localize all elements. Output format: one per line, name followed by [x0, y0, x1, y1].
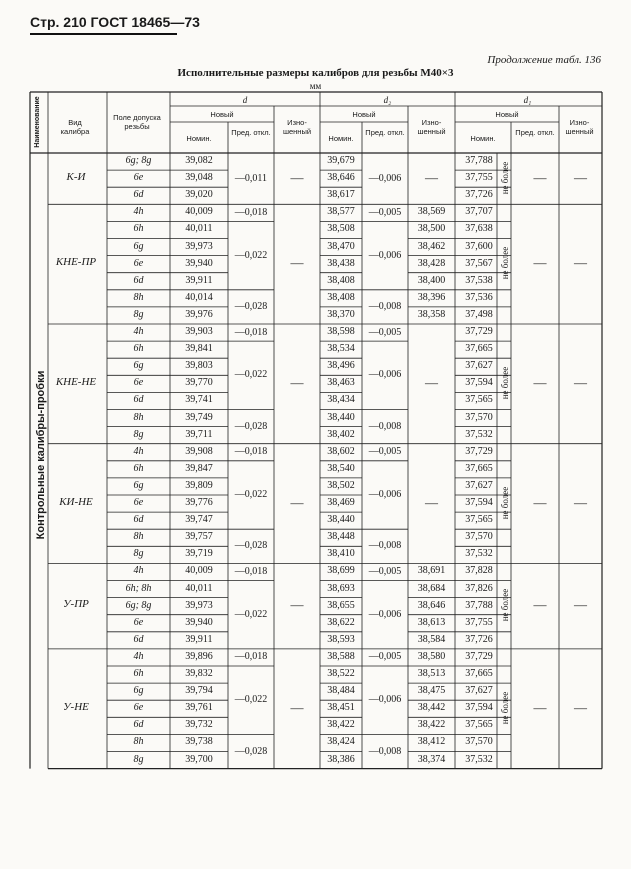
kind-column-header: Вид калибра	[60, 118, 90, 136]
d-nominal: 39,847	[185, 462, 213, 474]
d2-nominal: 38,522	[327, 668, 355, 679]
d-nominal: 39,940	[185, 616, 213, 628]
d2-nominal: 38,386	[327, 753, 355, 765]
d1-nominal: 37,707	[465, 206, 493, 218]
group-kind-label: КНЕ-ПР	[55, 256, 97, 269]
d2-nominal: 38,424	[327, 736, 355, 748]
d2-deviation: —0,005	[368, 206, 402, 218]
side-label: Контрольные калибры-пробки	[35, 370, 47, 540]
d-nominal: 39,749	[185, 411, 213, 423]
tolerance-field: 6d	[133, 719, 144, 731]
d2-deviation: —0,005	[368, 446, 402, 458]
tolerance-field: 4h	[133, 445, 144, 457]
d2-deviation: —0,006	[368, 172, 402, 184]
d1-nominal: 37,570	[465, 531, 493, 543]
d-deviation: —0,022	[234, 489, 268, 500]
d1-deviation-dash: —	[533, 699, 547, 715]
d1-deviation-dash: —	[533, 374, 547, 390]
tolerance-field: 4h	[133, 326, 144, 337]
d-nominal: 39,741	[185, 394, 213, 406]
d2-nominal: 38,469	[327, 497, 355, 508]
d1-new-header: Новый	[495, 110, 519, 119]
d-deviation: —0,011	[234, 172, 268, 184]
tolerance-field: 6g	[133, 479, 144, 491]
d2-nominal: 38,598	[327, 326, 355, 337]
d1-nominal: 37,565	[465, 514, 493, 526]
d2-nominal: 38,622	[327, 616, 355, 628]
tolerance-field: 6g	[133, 360, 144, 372]
d2-header: d₂	[383, 95, 392, 105]
d-nominal: 39,082	[185, 155, 213, 166]
tolerance-field: 8h	[133, 736, 144, 748]
d1-nominal: 37,532	[465, 428, 493, 440]
d-nominal-header: Номин.	[186, 134, 212, 143]
d-worn-dash: —	[290, 494, 304, 510]
d-new-header: Новый	[210, 110, 234, 119]
tolerance-column-header: Поле допуска резьбы	[113, 113, 161, 131]
d2-worn: 38,684	[417, 582, 446, 594]
d-worn-dash: —	[290, 169, 304, 185]
group-kind-label: У-НЕ	[63, 700, 89, 713]
d2-deviation: —0,006	[368, 694, 402, 706]
d2-worn: 38,422	[417, 719, 446, 731]
d1-nominal: 37,570	[465, 736, 493, 748]
unit-label: мм	[309, 81, 322, 91]
d-worn-header: Изно-шенный	[282, 118, 312, 136]
tolerance-field: 8h	[133, 531, 144, 543]
d-nominal: 39,732	[185, 719, 213, 731]
d-nominal: 39,896	[185, 650, 213, 662]
d1-nominal: 37,538	[465, 274, 493, 286]
d2-worn: 38,442	[417, 702, 446, 714]
tolerance-field: 8g	[133, 428, 144, 440]
d-worn-dash: —	[290, 597, 304, 613]
tolerance-field: 6d	[133, 189, 144, 201]
tolerance-field: 6e	[133, 377, 144, 389]
d-nominal: 40,014	[185, 291, 213, 303]
d2-nominal: 38,496	[327, 360, 355, 372]
d2-nominal: 38,502	[327, 479, 355, 491]
d2-deviation: —0,008	[368, 300, 402, 312]
d2-worn: 38,580	[417, 650, 446, 662]
tolerance-field: 6h	[133, 462, 144, 474]
group-kind-label: У-ПР	[63, 598, 89, 611]
d1-nominal: 37,729	[465, 650, 493, 662]
d2-worn-dash: —	[425, 169, 438, 185]
d2-nominal: 38,602	[327, 445, 355, 457]
d-nominal: 39,911	[185, 633, 213, 645]
tolerance-field: 6e	[133, 616, 144, 628]
not-more-label: не более	[500, 366, 510, 400]
d2-worn: 38,613	[417, 616, 446, 628]
d-header: d	[242, 95, 248, 105]
d1-nominal: 37,788	[465, 599, 493, 611]
d1-worn-dash: —	[574, 494, 587, 510]
d1-worn-dash: —	[574, 255, 587, 271]
d1-nominal: 37,726	[465, 189, 493, 201]
tolerance-field: 6g; 8g	[125, 155, 152, 166]
tolerance-field: 4h	[133, 565, 144, 577]
d2-nominal: 38,440	[327, 514, 355, 526]
d-nominal: 39,719	[185, 548, 213, 560]
d-nominal: 39,738	[185, 736, 213, 748]
d2-deviation: —0,006	[368, 369, 402, 381]
tolerance-field: 6h	[133, 223, 144, 235]
d1-nominal: 37,638	[465, 223, 493, 235]
d2-worn-dash: —	[425, 494, 438, 510]
d1-nominal: 37,594	[465, 497, 493, 508]
tolerance-field: 4h	[133, 650, 144, 662]
d-nominal: 39,940	[185, 257, 213, 269]
tolerance-field: 6h	[133, 343, 144, 355]
d1-header: d₁	[523, 95, 532, 105]
d2-nominal: 38,370	[327, 308, 355, 320]
not-more-label: не более	[500, 588, 510, 622]
d-nominal: 39,973	[185, 240, 213, 252]
tolerance-field: 6e	[133, 702, 144, 714]
d2-worn: 38,374	[417, 753, 446, 765]
d1-nominal: 37,826	[465, 582, 493, 594]
d-nominal: 39,700	[185, 753, 213, 765]
d2-nominal: 39,679	[327, 155, 355, 166]
not-more-label: не более	[500, 161, 510, 194]
d2-worn: 38,462	[417, 240, 446, 252]
d2-worn: 38,513	[417, 668, 446, 679]
page-number: Стр. 210	[30, 14, 87, 30]
d1-worn-header: Изно-шенный	[565, 118, 594, 136]
d2-worn: 38,428	[417, 257, 446, 269]
d1-deviation-dash: —	[533, 597, 547, 613]
d2-nominal: 38,422	[327, 719, 355, 731]
d-nominal: 39,711	[185, 428, 213, 440]
d1-deviation-header: Пред. откл.	[515, 128, 555, 137]
d2-worn: 38,475	[417, 685, 446, 697]
d1-nominal: 37,755	[465, 616, 493, 628]
d2-worn: 38,396	[417, 291, 446, 303]
not-more-label: не более	[500, 486, 510, 519]
d2-deviation: —0,006	[368, 249, 402, 261]
d-nominal: 39,903	[185, 326, 213, 337]
d2-nominal: 38,451	[327, 702, 355, 714]
d-worn-dash: —	[290, 699, 304, 715]
tolerance-field: 8g	[133, 548, 144, 560]
d-nominal: 40,009	[185, 206, 213, 218]
d1-nominal: 37,594	[465, 377, 493, 389]
d-nominal: 39,908	[185, 445, 213, 457]
d2-nominal: 38,693	[327, 582, 355, 594]
d1-nominal: 37,627	[465, 360, 493, 372]
d1-nominal: 37,594	[465, 702, 493, 714]
d-deviation: —0,022	[234, 369, 268, 381]
d1-nominal: 37,729	[465, 445, 493, 457]
d-nominal: 39,757	[185, 531, 213, 543]
d-deviation: —0,022	[234, 249, 268, 261]
d1-nominal: 37,600	[465, 240, 493, 252]
d-nominal: 39,976	[185, 308, 213, 320]
group-kind-label: КНЕ-НЕ	[55, 375, 97, 388]
d1-nominal: 37,665	[465, 462, 493, 474]
d2-deviation: —0,006	[368, 608, 402, 620]
d1-nominal: 37,665	[465, 668, 493, 679]
d-nominal: 39,803	[185, 360, 213, 372]
d2-worn: 38,358	[417, 308, 446, 320]
d2-new-header: Новый	[352, 110, 376, 119]
d2-deviation: —0,008	[368, 745, 402, 757]
d2-nominal: 38,438	[327, 257, 355, 269]
not-more-label: не более	[500, 691, 510, 725]
d2-nominal: 38,540	[327, 462, 355, 474]
d2-nominal: 38,577	[327, 206, 355, 218]
d2-deviation: —0,008	[368, 420, 402, 432]
tolerance-field: 6d	[133, 274, 144, 286]
d-nominal: 39,841	[185, 343, 213, 355]
d1-worn-dash: —	[574, 597, 587, 613]
d1-nominal: 37,627	[465, 685, 493, 697]
d2-nominal: 38,534	[327, 343, 355, 355]
d1-nominal: 37,498	[465, 308, 493, 320]
tolerance-field: 6g; 8g	[125, 599, 152, 611]
d-deviation: —0,028	[234, 420, 268, 432]
d2-nominal: 38,402	[327, 428, 355, 440]
table-title: Исполнительные размеры калибров для резьбы М40×3	[177, 67, 454, 79]
d2-nominal: 38,440	[327, 411, 355, 423]
d-nominal: 39,048	[185, 172, 213, 184]
d2-nominal: 38,408	[327, 274, 355, 286]
d1-worn-dash: —	[574, 374, 587, 390]
d-deviation: —0,018	[234, 565, 268, 577]
d2-nominal: 38,434	[327, 394, 355, 406]
d-nominal: 39,809	[185, 479, 213, 491]
d2-worn-dash: —	[425, 374, 438, 390]
d-worn-dash: —	[290, 255, 304, 271]
d-nominal: 39,832	[185, 668, 213, 679]
d2-nominal: 38,463	[327, 377, 355, 389]
d2-nominal: 38,617	[327, 189, 355, 201]
d-nominal: 39,794	[185, 685, 213, 697]
d1-nominal: 37,567	[465, 257, 493, 269]
d2-worn-header: Изно-шенный	[417, 118, 446, 136]
d1-nominal: 37,536	[465, 291, 493, 303]
d-nominal: 39,770	[185, 377, 213, 389]
d2-nominal: 38,699	[327, 565, 355, 577]
tolerance-field: 6e	[133, 172, 144, 184]
d2-deviation-header: Пред. откл.	[365, 128, 405, 137]
group-kind-label: К-И	[66, 170, 86, 183]
d-worn-dash: —	[290, 374, 304, 390]
continuation-note: Продолжение табл. 136	[487, 54, 601, 66]
d1-nominal: 37,755	[465, 172, 493, 184]
d2-deviation: —0,008	[368, 540, 402, 552]
d-deviation: —0,028	[234, 540, 268, 552]
d1-nominal: 37,729	[465, 326, 493, 337]
d2-nominal: 38,593	[327, 633, 355, 645]
d1-deviation-dash: —	[533, 169, 547, 185]
d-deviation: —0,018	[234, 206, 268, 218]
d1-nominal: 37,532	[465, 753, 493, 765]
d-deviation: —0,018	[234, 326, 268, 338]
d-deviation: —0,018	[234, 446, 268, 458]
d-nominal: 39,911	[185, 274, 213, 286]
d1-nominal: 37,565	[465, 394, 493, 406]
d1-nominal: 37,828	[465, 565, 493, 577]
d2-deviation: —0,005	[368, 326, 402, 338]
d2-nominal: 38,588	[327, 650, 355, 662]
d2-nominal: 38,408	[327, 291, 355, 303]
d-nominal: 39,747	[185, 514, 213, 526]
d1-deviation-dash: —	[533, 255, 547, 271]
d2-nominal: 38,470	[327, 240, 355, 252]
d-deviation-header: Пред. откл.	[231, 128, 271, 137]
d-nominal: 39,020	[185, 189, 213, 201]
d1-worn-dash: —	[574, 699, 587, 715]
tolerance-field: 6h; 8h	[125, 582, 152, 594]
d-deviation: —0,018	[234, 651, 268, 663]
d1-nominal: 37,565	[465, 719, 493, 731]
not-more-label: не более	[500, 246, 510, 280]
d1-nominal-header: Номин.	[470, 134, 496, 143]
d2-worn: 38,569	[417, 206, 446, 218]
d2-worn: 38,412	[417, 736, 446, 748]
d-deviation: —0,028	[234, 300, 268, 312]
tolerance-field: 6g	[133, 685, 144, 697]
standard-number: ГОСТ 18465—73	[90, 14, 200, 30]
d2-worn: 38,500	[417, 223, 446, 235]
d-nominal: 39,761	[185, 702, 213, 714]
d1-nominal: 37,627	[465, 479, 493, 491]
d2-worn: 38,584	[417, 633, 446, 645]
d2-worn: 38,400	[417, 274, 446, 286]
d2-nominal: 38,646	[327, 172, 355, 184]
tolerance-field: 6e	[133, 257, 144, 269]
d-nominal: 39,776	[185, 497, 213, 508]
group-kind-label: КИ-НЕ	[59, 495, 93, 508]
tolerance-field: 6d	[133, 514, 144, 526]
d1-worn-dash: —	[574, 169, 587, 185]
d1-deviation-dash: —	[533, 494, 547, 510]
d2-worn: 38,646	[417, 599, 446, 611]
d2-worn: 38,691	[417, 565, 446, 577]
d1-nominal: 37,570	[465, 411, 493, 423]
d2-deviation: —0,006	[368, 489, 402, 500]
tolerance-field: 6h	[133, 668, 144, 679]
d-nominal: 40,011	[185, 223, 213, 235]
d-nominal: 40,011	[185, 582, 213, 594]
tolerance-field: 8h	[133, 291, 144, 303]
d1-nominal: 37,532	[465, 548, 493, 560]
name-column-header: Наименование	[34, 96, 41, 148]
tolerance-field: 6d	[133, 394, 144, 406]
d-nominal: 39,973	[185, 599, 213, 611]
tolerance-field: 8h	[133, 411, 144, 423]
tolerance-field: 6e	[133, 497, 144, 508]
d-deviation: —0,022	[234, 608, 268, 620]
d1-nominal: 37,788	[465, 155, 493, 166]
tolerance-field: 4h	[133, 206, 144, 218]
tolerance-field: 8g	[133, 753, 144, 765]
d1-nominal: 37,726	[465, 633, 493, 645]
d2-nominal: 38,484	[327, 685, 355, 697]
d2-deviation: —0,005	[368, 565, 402, 577]
d2-nominal: 38,410	[327, 548, 355, 560]
d2-nominal: 38,655	[327, 599, 355, 611]
d2-nominal-header: Номин.	[328, 134, 354, 143]
d2-nominal: 38,448	[327, 531, 355, 543]
d2-deviation: —0,005	[368, 651, 402, 663]
d1-nominal: 37,665	[465, 343, 493, 355]
tolerance-field: 6g	[133, 240, 144, 252]
d-nominal: 40,009	[185, 565, 213, 577]
tolerance-field: 6d	[133, 633, 144, 645]
d-deviation: —0,022	[234, 694, 268, 706]
tolerance-field: 8g	[133, 308, 144, 320]
d2-nominal: 38,508	[327, 223, 355, 235]
d-deviation: —0,028	[234, 745, 268, 757]
